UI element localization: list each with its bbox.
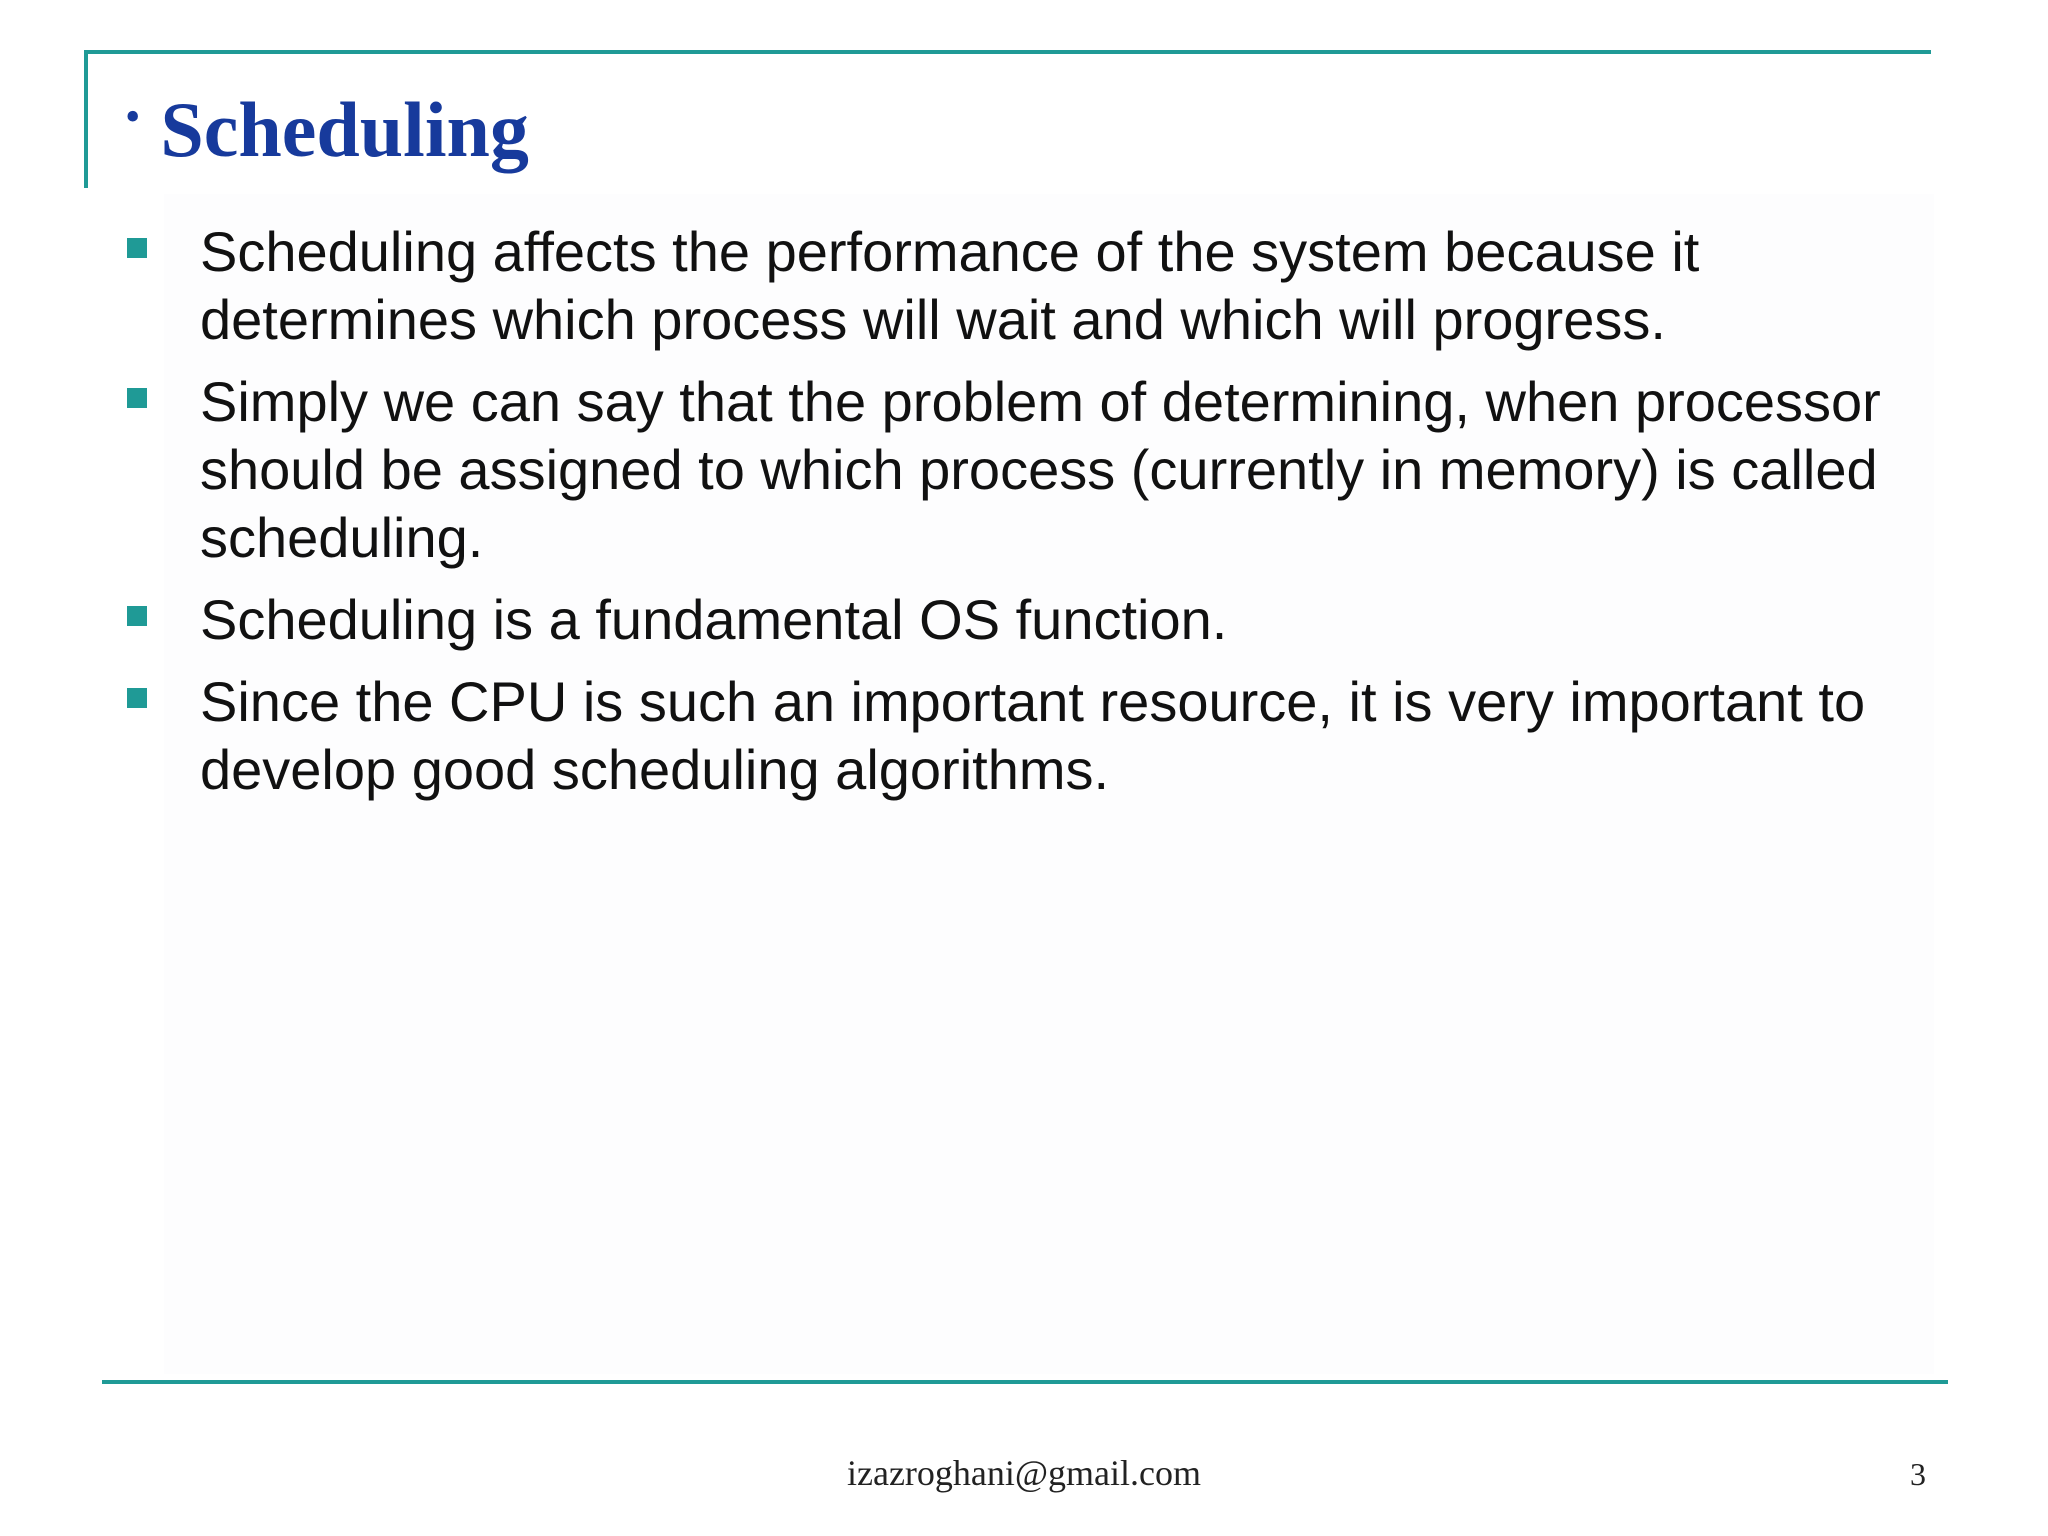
square-bullet-icon bbox=[127, 688, 147, 708]
bullet-list bbox=[120, 218, 1930, 818]
square-bullet-icon bbox=[127, 388, 147, 408]
title-frame-left-border bbox=[84, 50, 88, 188]
footer-email: izazroghani@gmail.com bbox=[846, 1453, 1202, 1493]
title-frame-top-border bbox=[84, 50, 1931, 54]
bullet-item bbox=[120, 586, 1930, 654]
title-bullet-icon: • bbox=[125, 91, 141, 141]
bullet-item bbox=[120, 368, 1930, 572]
bullet-text: Scheduling affects the performance of the system because it determines which process will wait and which will progress. bbox=[200, 220, 1700, 351]
page-number: 3 bbox=[1910, 1456, 1926, 1492]
bullet-text: Since the CPU is such an important resource, it is very important to develop good scheduling algorithms. bbox=[200, 670, 1866, 801]
bullet-text: Simply we can say that the problem of determining, when processor should be assigned to which process (currently in memory) is called scheduling. bbox=[200, 370, 1881, 569]
square-bullet-icon bbox=[127, 606, 147, 626]
square-bullet-icon bbox=[127, 238, 147, 258]
footer-divider bbox=[102, 1380, 1948, 1384]
slide-title-row bbox=[125, 80, 529, 180]
bullet-item bbox=[120, 668, 1930, 804]
bullet-text: Scheduling is a fundamental OS function. bbox=[200, 588, 1228, 651]
slide-title: Scheduling bbox=[160, 86, 529, 173]
bullet-item bbox=[120, 218, 1930, 354]
